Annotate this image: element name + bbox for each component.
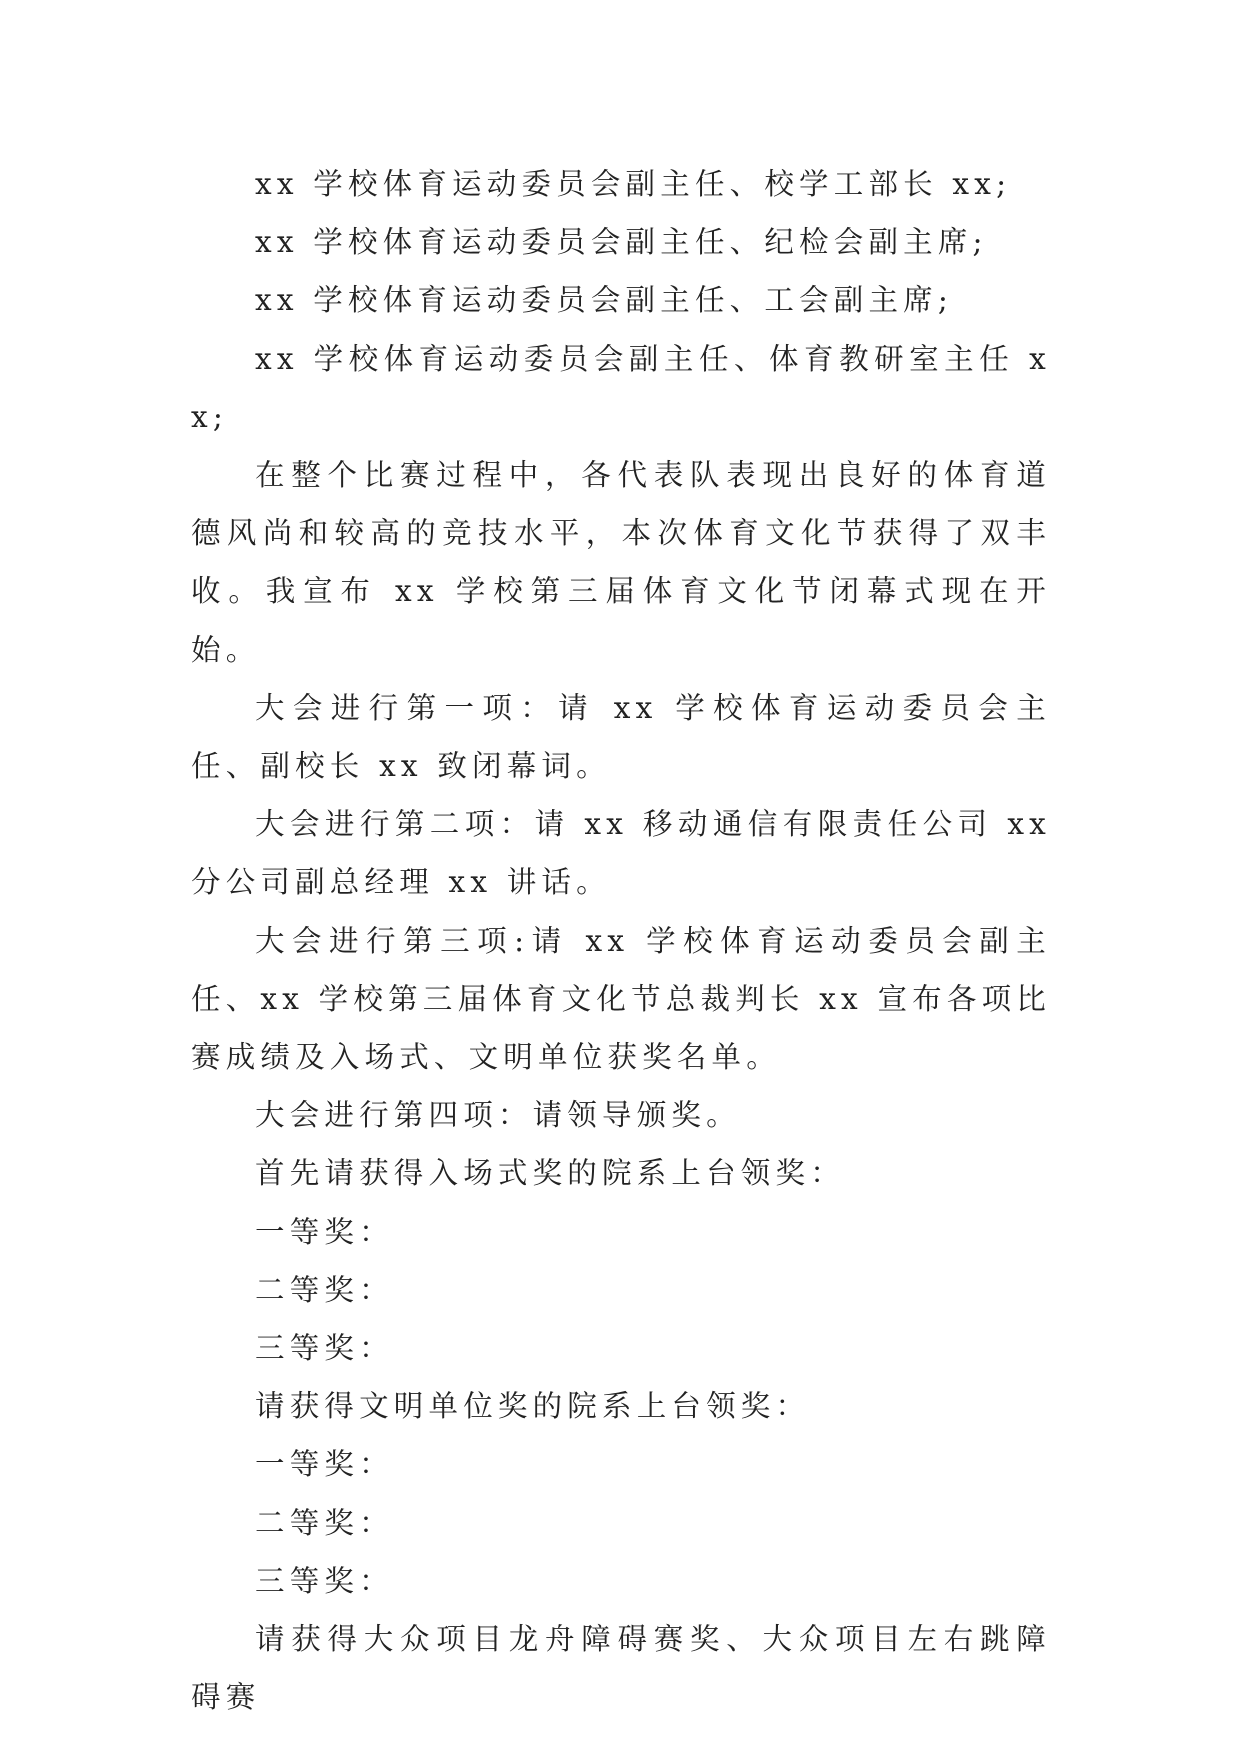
paragraph-vice-director-student-affairs: xx 学校体育运动委员会副主任、校学工部长 xx; (255, 167, 1012, 201)
paragraph-agenda-item-4: 大会进行第四项：请领导颁奖。 (255, 1098, 741, 1133)
paragraph-mass-event-awards: 请获得大众项目龙舟障碍赛奖、大众项目左右跳障碍赛 (191, 1622, 1051, 1715)
paragraph-vice-director-union: xx 学校体育运动委员会副主任、工会副主席; (255, 283, 953, 318)
paragraph-vice-director-discipline: xx 学校体育运动委员会副主任、纪检会副主席; (255, 225, 988, 260)
paragraph-agenda-item-3: 大会进行第三项:请 xx 学校体育运动委员会副主任、xx 学校第三届体育文化节总裁判长 xx 宣布各项比赛成绩及入场式、文明单位获奖名单。 (191, 923, 1051, 1075)
paragraph-vice-director-pe-office: xx 学校体育运动委员会副主任、体育教研室主任 xx; (191, 341, 1051, 434)
document-body (191, 155, 1051, 1726)
paragraph-third-prize: 三等奖： (255, 1331, 394, 1366)
paragraph-second-prize: 二等奖： (255, 1272, 394, 1307)
paragraph-third-prize: 三等奖： (255, 1563, 394, 1598)
paragraph-civilized-unit-intro: 请获得文明单位奖的院系上台领奖： (255, 1389, 811, 1424)
paragraph-agenda-item-1: 大会进行第一项：请 xx 学校体育运动委员会主任、副校长 xx 致闭幕词。 (191, 690, 1051, 784)
paragraph-entrance-award-intro: 首先请获得入场式奖的院系上台领奖： (255, 1156, 845, 1191)
paragraph-first-prize: 一等奖： (255, 1214, 394, 1249)
paragraph-opening-announcement: 在整个比赛过程中，各代表队表现出良好的体育道德风尚和较高的竞技水平，本次体育文化节获得了双丰收。我宣布 xx 学校第三届体育文化节闭幕式现在开始。 (191, 458, 1051, 667)
paragraph-second-prize: 二等奖： (255, 1505, 394, 1540)
paragraph-agenda-item-2: 大会进行第二项：请 xx 移动通信有限责任公司 xx 分公司副总经理 xx 讲话。 (191, 807, 1051, 900)
paragraph-first-prize: 一等奖： (255, 1447, 394, 1482)
